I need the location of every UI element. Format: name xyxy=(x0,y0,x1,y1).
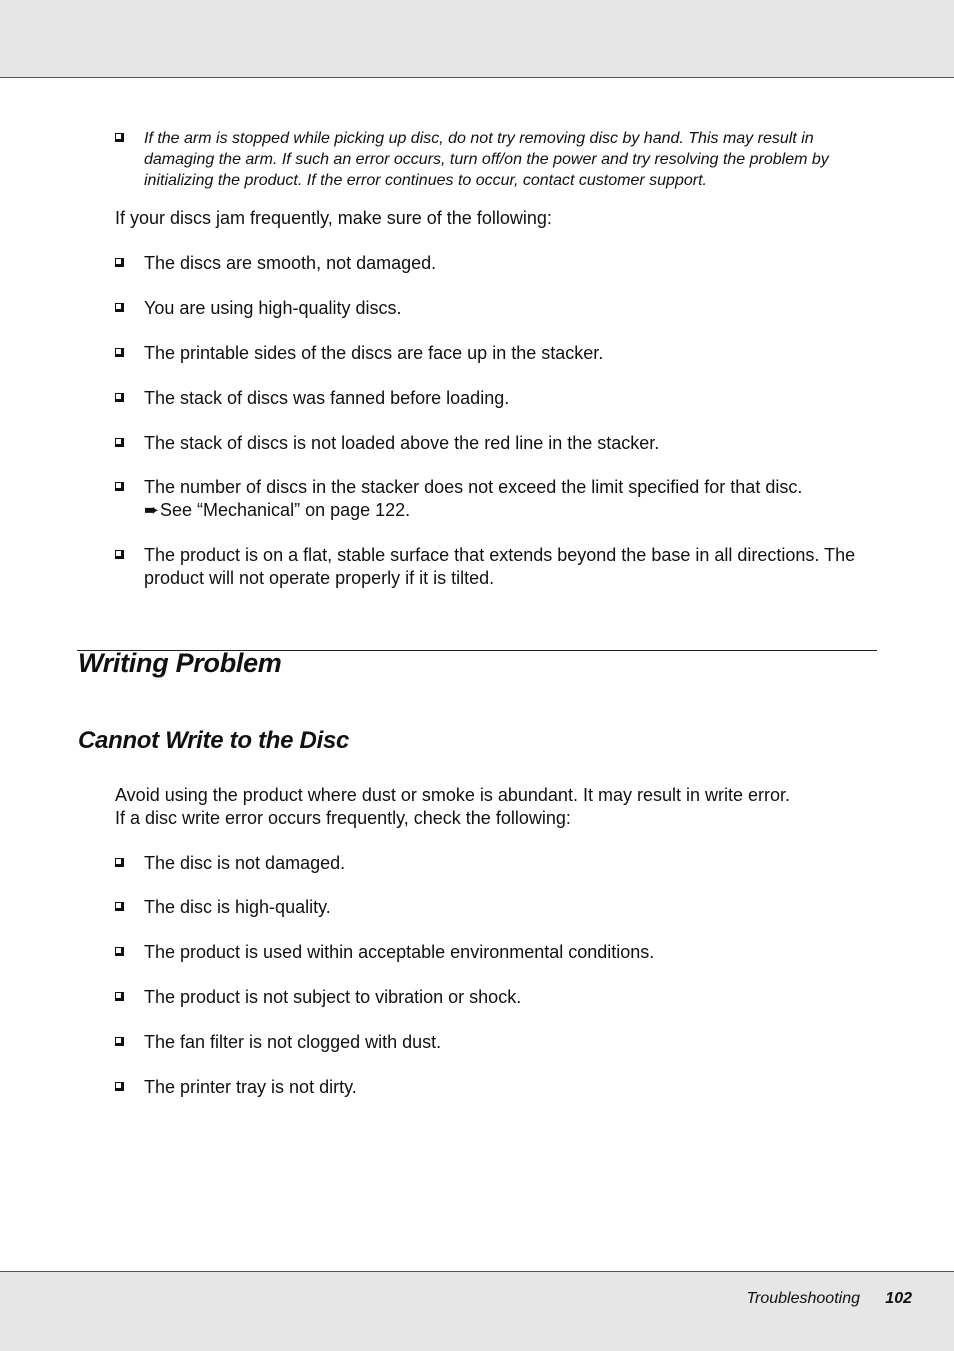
checkbox-bullet-icon xyxy=(115,1037,124,1046)
note-item xyxy=(115,128,875,191)
note-text: If the arm is stopped while picking up disc, do not try removing disc by hand. This may result in damaging the arm. If such an error occurs, turn off/on the power and try resolving the problem by initializing the product. If the error continues to occur, contact customer support. xyxy=(144,130,829,189)
checkbox-bullet-icon xyxy=(115,858,124,867)
jam-intro: If your discs jam frequently, make sure of the following: xyxy=(115,208,552,228)
checkbox-bullet-icon xyxy=(115,438,124,447)
list-item: The disc is high-quality. xyxy=(115,896,875,919)
write-intro-line-2: If a disc write error occurs frequently, check the following: xyxy=(115,808,571,828)
subsection-heading: Cannot Write to the Disc xyxy=(78,727,350,754)
checkbox-bullet-icon xyxy=(115,303,124,312)
checkbox-bullet-icon xyxy=(115,992,124,1001)
list-item: The product is on a flat, stable surface that extends beyond the base in all directions. The product will not operate properly if it is tilted. xyxy=(115,544,875,590)
checkbox-bullet-icon xyxy=(115,947,124,956)
section-heading: Writing Problem xyxy=(78,648,282,678)
list-item: The product is used within acceptable environmental conditions. xyxy=(115,941,875,964)
list-item: The discs are smooth, not damaged. xyxy=(115,252,875,275)
list-item: The number of discs in the stacker does not exceed the limit specified for that disc. ➨See “Mechanical” on page 122. xyxy=(115,476,875,522)
list-item: The printable sides of the discs are face up in the stacker. xyxy=(115,342,875,365)
checkbox-bullet-icon xyxy=(115,902,124,911)
cross-reference-link[interactable]: See “Mechanical” on page 122. xyxy=(160,500,411,520)
checkbox-bullet-icon xyxy=(115,133,124,142)
checkbox-bullet-icon xyxy=(115,393,124,402)
list-item: The stack of discs was fanned before loading. xyxy=(115,387,875,410)
list-item: The product is not subject to vibration or shock. xyxy=(115,986,875,1009)
page-number: 102 xyxy=(885,1290,912,1307)
list-item: The fan filter is not clogged with dust. xyxy=(115,1031,875,1054)
write-intro xyxy=(115,784,875,830)
checkbox-bullet-icon xyxy=(115,550,124,559)
list-item: The disc is not damaged. xyxy=(115,852,875,875)
page-header-band xyxy=(0,0,954,78)
footer-section-title: Troubleshooting xyxy=(746,1290,860,1307)
list-item: You are using high-quality discs. xyxy=(115,297,875,320)
checkbox-bullet-icon xyxy=(115,1082,124,1091)
checkbox-bullet-icon xyxy=(115,348,124,357)
cross-reference[interactable] xyxy=(144,499,875,522)
list-item: The stack of discs is not loaded above the red line in the stacker. xyxy=(115,432,875,455)
arrow-right-icon: ➨ xyxy=(144,500,160,520)
checkbox-bullet-icon xyxy=(115,258,124,267)
list-item: The printer tray is not dirty. xyxy=(115,1076,875,1099)
page-footer-band xyxy=(0,1271,954,1351)
write-intro-line-1: Avoid using the product where dust or smoke is abundant. It may result in write error. xyxy=(115,785,790,805)
checkbox-bullet-icon xyxy=(115,482,124,491)
